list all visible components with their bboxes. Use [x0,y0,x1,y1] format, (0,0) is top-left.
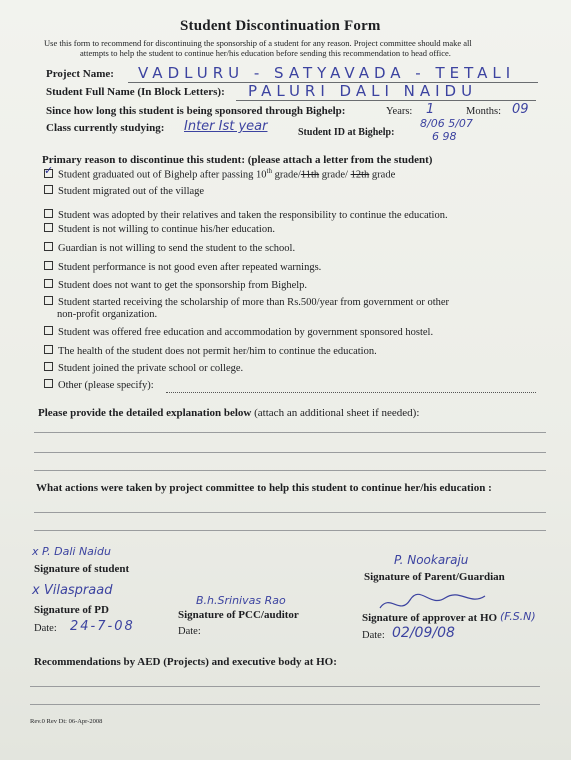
pd-signature-label: Signature of PD [34,604,109,616]
reason-graduated-text-d: grade [369,169,396,181]
pd-date-value[interactable]: 24-7-08 [70,619,135,634]
recommendations-line-1[interactable] [30,686,540,687]
actions-heading: What actions were taken by project committee to help this student to continue her/his education : [36,482,492,494]
intro-line-2: attempts to help the student to continue her/his education before sending this recommendation to head office. [80,48,451,58]
checkbox-icon[interactable] [44,209,53,218]
reason-private-school-text: Student joined the private school or college. [58,363,244,374]
student-name-label: Student Full Name (In Block Letters): [46,86,225,98]
checkbox-checked-icon[interactable] [44,169,53,178]
checkbox-icon[interactable] [44,379,53,388]
reason-migrated[interactable] [44,185,204,197]
explanation-heading-bold: Please provide the detailed explanation below [38,407,252,419]
explanation-line-2[interactable] [34,452,546,453]
reason-not-willing[interactable] [44,223,275,235]
reason-hostel[interactable] [44,326,433,338]
checkbox-icon[interactable] [44,242,53,251]
student-name-value[interactable]: PALURI DALI NAIDU [248,82,478,100]
checkbox-icon[interactable] [44,185,53,194]
student-name-line [236,100,536,101]
checkbox-icon[interactable] [44,261,53,270]
reason-adopted-text: Student was adopted by their relatives and taken the responsibility to continue the education. [58,210,448,221]
reason-guardian[interactable] [44,242,295,254]
student-id-label: Student ID at Bighelp: [298,127,395,138]
approver-date-value[interactable]: 02/09/08 [392,625,455,641]
revision-footer: Rev.0 Rev Dt: 06-Apr-2008 [30,718,103,725]
reason-other[interactable] [44,379,154,391]
reason-no-sponsorship[interactable] [44,279,307,291]
reason-scholarship-line2: non-profit organization. [57,309,158,320]
project-name-label: Project Name: [46,68,114,80]
approver-date-label: Date: [362,630,385,641]
explanation-heading [38,407,419,419]
intro-line-1: Use this form to recommend for discontinuing the sponsorship of a student for any reason. Project committee should make all [44,38,472,48]
pcc-signature-label: Signature of PCC/auditor [178,609,299,621]
reason-graduated[interactable] [44,167,395,181]
sponsored-duration-label: Since how long this student is being sponsored through Bighelp: [46,105,346,117]
class-label: Class currently studying: [46,122,165,134]
pcc-date-label: Date: [178,626,201,637]
years-label: Years: [386,106,413,117]
reason-graduated-text-b: grade/ [271,169,301,181]
reason-performance-text: Student performance is not good even after repeated warnings. [58,262,322,273]
actions-line-1[interactable] [34,512,546,513]
checkbox-icon[interactable] [44,279,53,288]
class-value[interactable]: Inter Ist year [184,119,268,134]
actions-line-2[interactable] [34,530,546,531]
parent-signature-value[interactable]: P. Nookaraju [394,553,469,567]
reason-guardian-text: Guardian is not willing to send the student to the school. [58,243,296,254]
recommendations-line-2[interactable] [30,704,540,705]
reason-adopted[interactable] [44,209,448,221]
reason-no-sponsorship-text: Student does not want to get the sponsorship from Bighelp. [58,280,308,291]
explanation-note: (attach an additional sheet if needed): [251,407,420,419]
checkbox-icon[interactable] [44,362,53,371]
other-specify-line[interactable] [166,392,536,393]
explanation-line-1[interactable] [34,432,546,433]
student-signature-value[interactable]: x P. Dali Naidu [32,545,111,558]
student-signature-label: Signature of student [34,563,130,575]
months-value[interactable]: 09 [512,102,529,117]
reason-graduated-text-c: grade/ [319,169,351,181]
reason-scholarship[interactable] [44,296,449,308]
student-id-value-2[interactable]: 6 98 [432,130,457,143]
reason-graduated-strike-11: 11th [300,169,320,181]
recommendations-heading: Recommendations by AED (Projects) and executive body at HO: [34,656,337,668]
reason-scholarship-text: Student started receiving the scholarship of more than Rs.500/year from government or other [58,297,450,308]
reason-graduated-strike-12: 12th [350,169,370,181]
checkbox-icon[interactable] [44,296,53,305]
reason-health-text: The health of the student does not permit her/him to continue the education. [58,346,377,357]
pcc-signature-value[interactable]: B.h.Srinivas Rao [196,594,286,607]
checkbox-icon[interactable] [44,345,53,354]
reasons-heading: Primary reason to discontinue this student: (please attach a letter from the student) [42,154,433,166]
reason-graduated-sup: th [266,167,272,175]
checkbox-icon[interactable] [44,223,53,232]
student-id-value-1[interactable]: 8/06 5/07 [420,117,473,130]
reason-migrated-text: Student migrated out of the village [58,186,205,197]
approver-signature-label: Signature of approver at HO [362,612,498,624]
reason-other-text: Other (please specify): [58,380,154,391]
approver-signature-value[interactable]: (F.S.N) [500,610,536,623]
pd-signature-value[interactable]: x Vilaspraad [32,583,113,598]
explanation-line-3[interactable] [34,470,546,471]
reason-performance[interactable] [44,261,321,273]
reason-private-school[interactable] [44,362,243,374]
reason-not-willing-text: Student is not willing to continue his/her education. [58,224,275,235]
project-name-value[interactable]: VADLURU - SATYAVADA - TETALI [138,64,516,82]
reason-graduated-text: Student graduated out of Bighelp after passing 10 [58,169,267,181]
reason-hostel-text: Student was offered free education and accommodation by government sponsored hostel. [58,327,434,338]
checkbox-icon[interactable] [44,326,53,335]
parent-signature-label: Signature of Parent/Guardian [364,571,505,583]
years-value[interactable]: 1 [426,102,435,117]
pd-date-label: Date: [34,623,57,634]
months-label: Months: [466,106,502,117]
form-title: Student Discontinuation Form [180,18,381,34]
reason-health[interactable] [44,345,377,357]
